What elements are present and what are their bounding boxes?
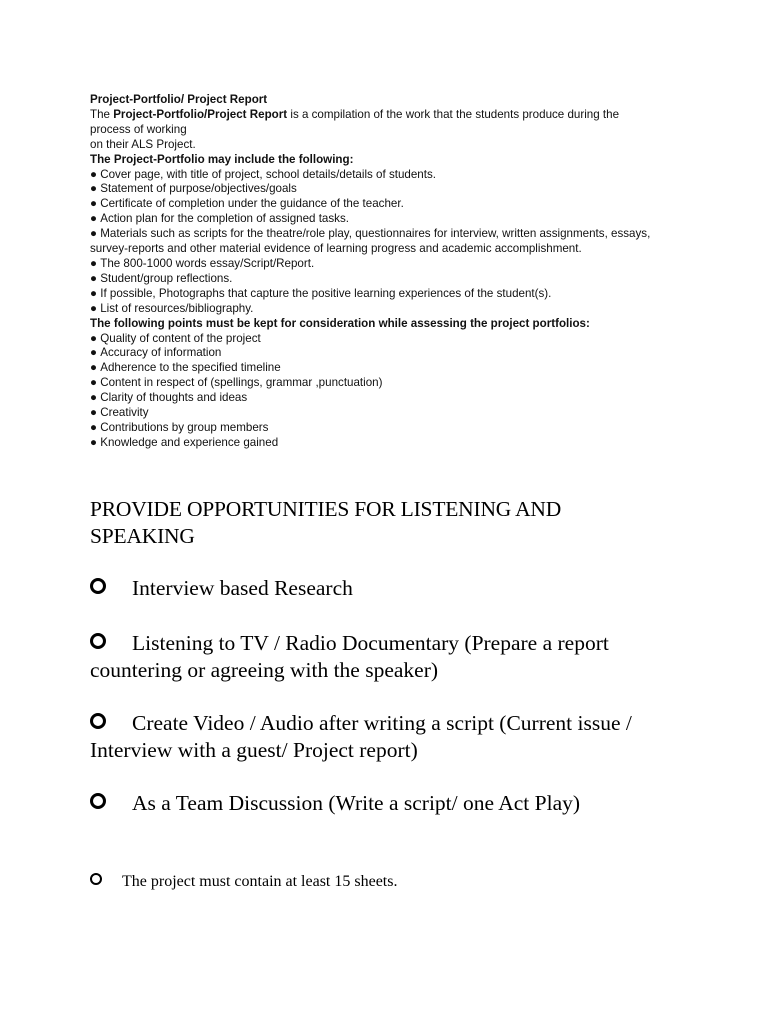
include-item: ● Cover page, with title of project, school details/details of students. bbox=[90, 168, 680, 183]
intro-bold-term: Project-Portfolio/Project Report bbox=[113, 107, 288, 121]
project-sheets-note: The project must contain at least 15 sheets. bbox=[90, 872, 730, 892]
assess-item: ● Accuracy of information bbox=[90, 346, 680, 361]
opportunity-item: Interview based Research bbox=[90, 575, 730, 602]
opportunity-item: As a Team Discussion (Write a script/ one Act Play) bbox=[90, 790, 730, 817]
assess-item: ● Creativity bbox=[90, 406, 680, 421]
portfolio-title: Project-Portfolio/ Project Report bbox=[90, 93, 268, 106]
hollow-circle-bullet-icon bbox=[90, 578, 106, 594]
assess-item: ● Adherence to the specified timeline bbox=[90, 361, 680, 376]
portfolio-intro-line3: on their ALS Project. bbox=[90, 137, 196, 151]
assess-item: ● Knowledge and experience gained bbox=[90, 436, 680, 451]
opportunity-item: Create Video / Audio after writing a script (Current issue / Interview with a guest/ Project report) bbox=[90, 711, 632, 762]
include-item: ● The 800-1000 words essay/Script/Report. bbox=[90, 257, 680, 272]
hollow-circle-bullet-icon bbox=[90, 793, 106, 809]
portfolio-section bbox=[90, 93, 680, 451]
include-item-continuation: survey-reports and other material evidence of learning progress and academic accomplishment. bbox=[90, 242, 582, 256]
include-item: ● Student/group reflections. bbox=[90, 272, 680, 287]
include-item: ● Certificate of completion under the guidance of the teacher. bbox=[90, 197, 680, 212]
hollow-circle-bullet-icon bbox=[90, 713, 106, 729]
include-item: ● Materials such as scripts for the theatre/role play, questionnaires for interview, written assignments, essays, bbox=[90, 227, 680, 242]
hollow-circle-bullet-icon bbox=[90, 633, 106, 649]
include-item: ● List of resources/bibliography. bbox=[90, 302, 680, 317]
portfolio-intro: The Project-Portfolio/Project Report is a compilation of the work that the students produce during the bbox=[90, 107, 620, 121]
assess-heading: The following points must be kept for consideration while assessing the project portfolios: bbox=[90, 316, 590, 330]
portfolio-intro-line2: process of working bbox=[90, 122, 187, 136]
include-item: ● Action plan for the completion of assigned tasks. bbox=[90, 212, 680, 227]
include-heading: The Project-Portfolio may include the following: bbox=[90, 152, 354, 166]
assess-item: ● Clarity of thoughts and ideas bbox=[90, 391, 680, 406]
assess-item: ● Quality of content of the project bbox=[90, 332, 680, 347]
assess-item: ● Content in respect of (spellings, grammar ,punctuation) bbox=[90, 376, 680, 391]
opportunities-heading: PROVIDE OPPORTUNITIES FOR LISTENING AND SPEAKING bbox=[90, 497, 562, 548]
include-item: ● Statement of purpose/objectives/goals bbox=[90, 182, 680, 197]
include-item: ● If possible, Photographs that capture the positive learning experiences of the student(s). bbox=[90, 287, 680, 302]
hollow-circle-bullet-icon bbox=[90, 873, 102, 885]
opportunity-item: Listening to TV / Radio Documentary (Prepare a report countering or agreeing with the speaker) bbox=[90, 631, 609, 682]
assess-item: ● Contributions by group members bbox=[90, 421, 680, 436]
